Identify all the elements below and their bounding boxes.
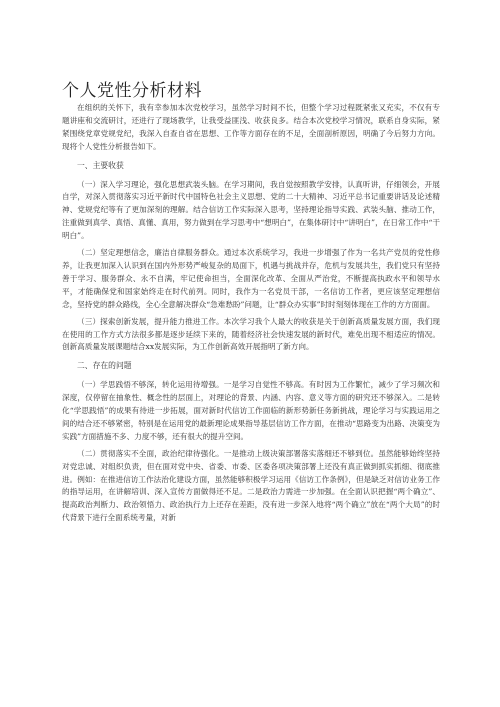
problems-paragraph-1: （一）学思践悟不够深，转化运用待增强。一是学习自觉性不够高。有时因为工作繁忙，减少了学习频次和深度，仅停留在抽象性、概念性的层面上，对理论的背景、内涵、内容、意义等方面的研究还不够深入。二是转化“学思践悟”的成果有待进一步拓展，面对新时代信访工作面临的新形势新任务新挑战，理论学习与实践运用之间的结合还不够紧密，特别是在运用党的最新理论成果指导基层信访工作方面，在推动“思路变为出路、决策变为实践”方面措施不多、力度不够，还有很大的提升空间。 bbox=[62, 380, 440, 441]
document-body bbox=[62, 102, 440, 529]
intro-paragraph: 在组织的关怀下，我有幸参加本次党校学习，虽然学习时间不长，但整个学习过程既紧张又充实，不仅有专题讲座和交流研讨，还进行了现场教学，让我受益匪浅、收获良多。结合本次党校学习情况，联系自身实际，紧紧围绕党章党规党纪，我深入自查自省在思想、工作等方面存在的不足，全面剖析原因，明确了今后努力方向。现将个人党性分析报告如下。 bbox=[62, 103, 440, 151]
document-title: 个人党性分析材料 bbox=[62, 81, 202, 101]
gains-paragraph-1: （一）深入学习理论，强化思想武装头脑。在学习期间，我自觉按照教学安排，认真听讲，仔细领会，开展自学，对深入贯彻落实习近平新时代中国特色社会主义思想、党的二十大精神、习近平总书记重要讲话及论述精神、党规党纪等有了更加深刻的理解。结合信访工作实际深入思考，坚持理论指导实践、武装头脑、推动工作，注重做到真学、真悟、真懂、真用，努力做到在学习思考中“想明白”，在集体研讨中“讲明白”，在日常工作中“干明白”。 bbox=[62, 179, 440, 241]
gains-paragraph-2: （二）坚定理想信念，廉洁自律服务群众。通过本次系统学习，我进一步增强了作为一名共产党员的党性修养，让我更加深入认识到在国内外形势严峻复杂的局面下，机遇与挑战并存，危机与发展共生，我们党只有坚持善于学习、服务群众、永不自满，牢记使命担当，全面深化改革、全面从严治党，不断提高执政水平和领导水平，才能确保党和国家始终走在时代前列。同时，我作为一名党员干部，一名信访工作者，更应该坚定理想信念，坚持党的群众路线，全心全意解决群众“急难愁盼”问题，让“群众办实事”时时刻刻体现在工作的方方面面。 bbox=[62, 248, 440, 309]
section-heading-gains: 一、主要收获 bbox=[77, 160, 124, 170]
gains-paragraph-3: （三）探索创新发展，提升能力推进工作。本次学习我个人最大的收获是关于创新高质量发展方面，我们现在使用的工作方式方法很多都是逐步延续下来的，随着经济社会快速发展的新时代，难免出现不相适应的情况。创新高质量发展课题结合xx发展实际，为工作创新高效开展指明了新方向。 bbox=[62, 316, 440, 352]
problems-paragraph-2: （二）贯彻落实不全面，政治纪律待强化。一是推动上级决策部署落实落细还不够到位。虽然能够始终坚持对党忠诚、对组织负责，但在面对党中央、省委、市委、区委各项决策部署上还没有真正做到抓实抓细、彻底推进。例如：在推进信访工作法治化建设方面，虽然能够积极学习运用《信访工作条例》，但是缺乏对信访业务工作的指导运用，在讲解培训、深入宣传方面做得还不足。二是政治力需进一步加强。在全面认识把握“两个确立”、提高政治判断力、政治领悟力、政治执行力上还存在差距，没有进一步深入地将“两个确立”放在“两个大局”的时代背景下进行全面系统考量，对新 bbox=[62, 448, 440, 523]
section-heading-problems: 二、存在的问题 bbox=[77, 361, 132, 371]
